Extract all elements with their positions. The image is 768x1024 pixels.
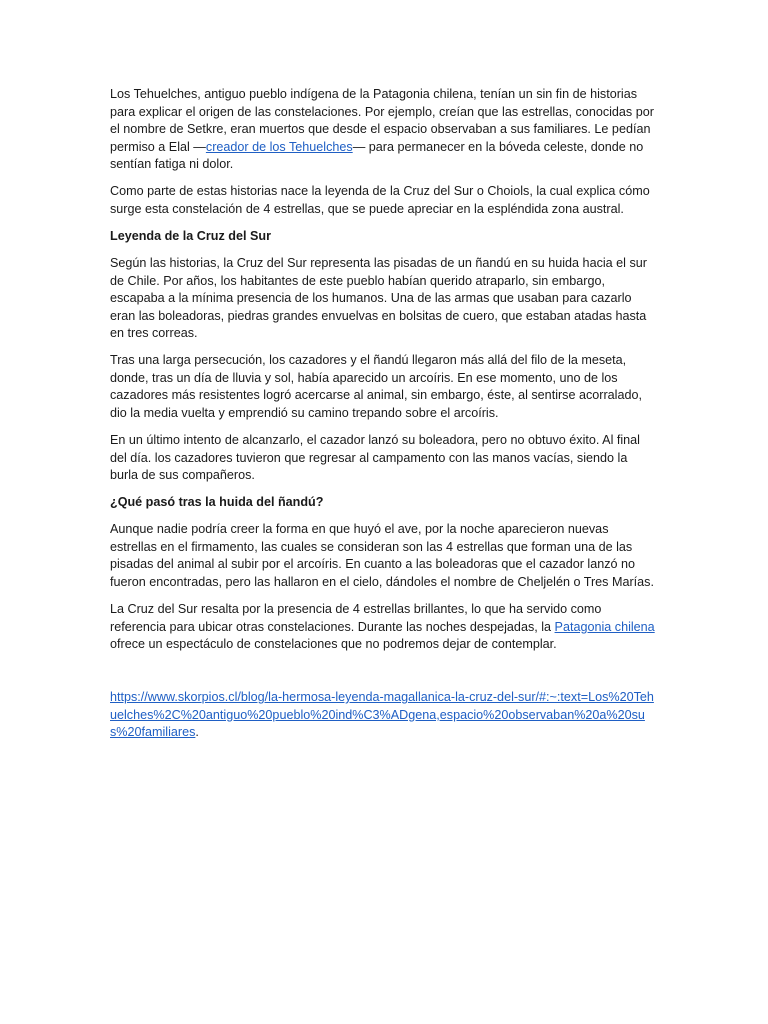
paragraph-nuevas-estrellas: Aunque nadie podría creer la forma en que huyó el ave, por la noche aparecieron nuevas estrellas en el firmamento, las cuales se consideran son las 4 estrellas que forman una de las pisadas del animal al subir por el arcoíris. En cuanto a las boleadoras que el cazador lanzó no fueron encontradas, pero las hallaron en el cielo, dándoles el nombre de Cheljelén o Tres Marías.	[110, 522, 654, 589]
paragraph-referencia-text-end: ofrece un espectáculo de constelaciones que no podremos dejar de contemplar.	[110, 637, 557, 652]
document-body	[110, 86, 655, 751]
paragraph-referencia-text-start: La Cruz del Sur resalta por la presencia de 4 estrellas brillantes, lo que ha servido como referencia para ubicar otras constelaciones. Durante las noches despejadas, la	[110, 601, 602, 634]
source-url-link[interactable]: https://www.skorpios.cl/blog/la-hermosa-leyenda-magallanica-la-cruz-del-sur/#:~:text=Los%20Tehuelches%2C%20antiguo%20pueblo%20ind%C3%ADgena,espacio%20observaban%20a%20sus%20familiares	[110, 690, 654, 740]
paragraph-nandu-escape: Según las historias, la Cruz del Sur representa las pisadas de un ñandú en su huida hacia el sur de Chile. Por años, los habitantes de este pueblo habían querido atraparlo, sin embargo, escapaba a la mínima presencia de los humanos. Una de las armas que usaban para cazarlo eran las boleadoras, piedras grandes envuelvas en bolsitas de cuero, que estaban atadas hasta en tres correas.	[110, 255, 647, 341]
paragraph-referencia	[110, 601, 655, 654]
paragraph-intro	[110, 86, 655, 174]
paragraph-intro-text-end: — para permanecer en la bóveda celeste, donde no sentían fatiga ni dolor.	[110, 139, 644, 172]
link-creador-tehuelches[interactable]: creador de los Tehuelches	[205, 139, 353, 154]
paragraph-persecucion: Tras una larga persecución, los cazadores y el ñandú llegaron más allá del filo de la meseta, donde, tras un día de lluvia y sol, había aparecido un arcoíris. En ese momento, uno de los cazadores más resistentes logró acercarse al animal, sin embargo, éste, al sentirse acorralado, dio la media vuelta y emprendió su camino trepando sobre el arcoíris.	[110, 353, 642, 421]
paragraph-intro-text-start: Los Tehuelches, antiguo pueblo indígena de la Patagonia chilena, tenían un sin fin de historias para explicar el origen de las constelaciones. Por ejemplo, creían que las estrellas, conocidas por el nombre de Setkre, eran muertos que desde el espacio observaban a sus familiares. Le pedían permiso a Elal —	[110, 87, 654, 154]
heading-que-paso: ¿Qué pasó tras la huida del ñandú?	[110, 495, 324, 510]
source-citation	[110, 689, 655, 742]
link-patagonia-chilena[interactable]: Patagonia chilena	[554, 619, 655, 634]
blank-line	[110, 663, 655, 689]
source-trailing-period: .	[195, 725, 199, 740]
heading-leyenda: Leyenda de la Cruz del Sur	[110, 228, 271, 243]
paragraph-ultimo-intento: En un último intento de alcanzarlo, el cazador lanzó su boleadora, pero no obtuvo éxito. Al final del día. los cazadores tuvieron que regresar al campamento con las manos vacías, siendo la burla de sus compañeros.	[110, 433, 640, 483]
paragraph-cruz-origin: Como parte de estas historias nace la leyenda de la Cruz del Sur o Choiols, la cual explica cómo surge esta constelación de 4 estrellas, que se puede apreciar en la espléndida zona austral.	[110, 184, 650, 216]
